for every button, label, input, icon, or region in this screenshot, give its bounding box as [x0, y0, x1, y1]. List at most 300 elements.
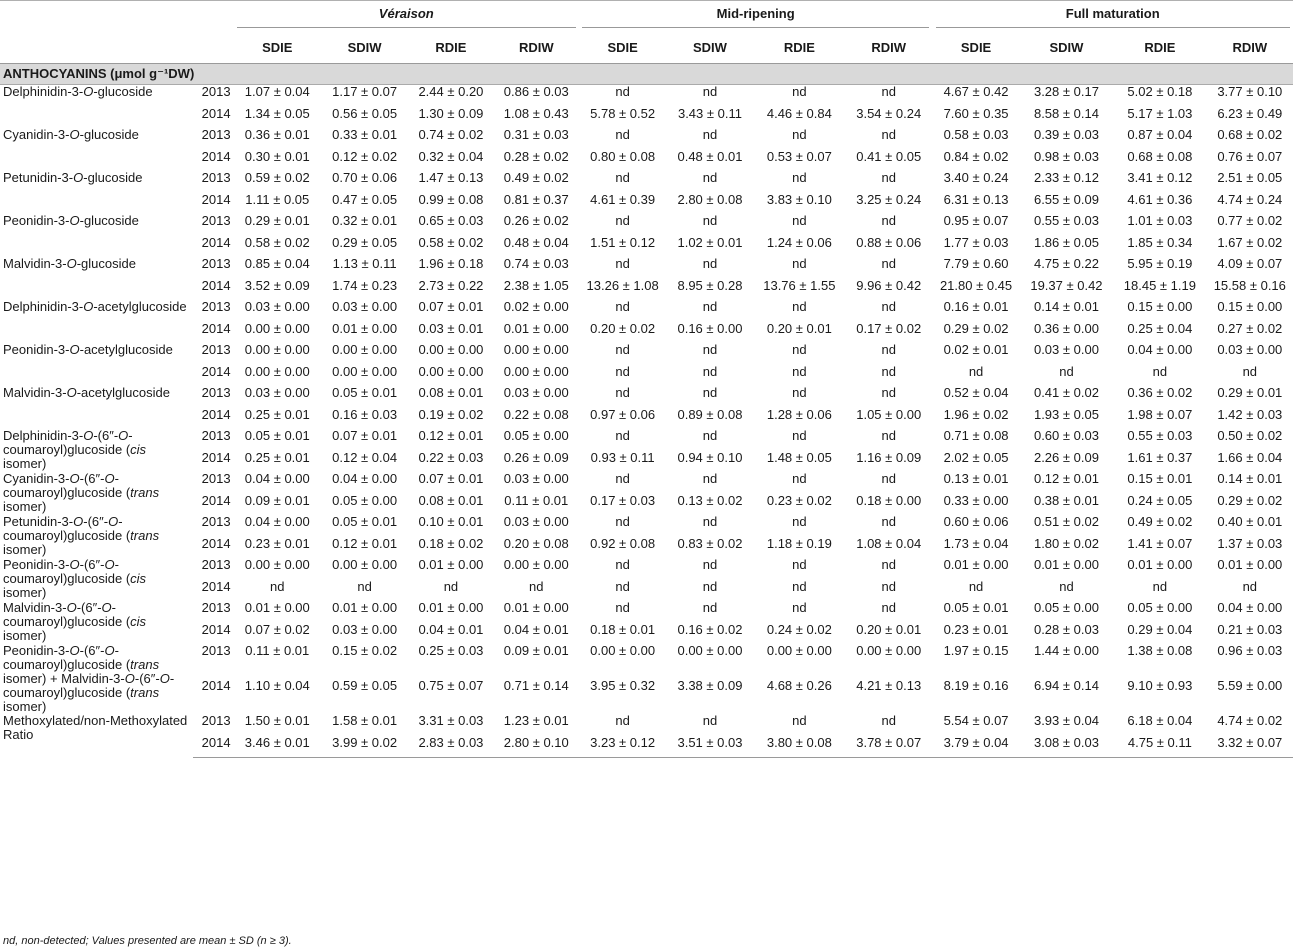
column-header: RDIW: [845, 33, 932, 64]
value-cell: 0.04 ± 0.01: [418, 621, 484, 637]
value-cell: 0.23 ± 0.01: [943, 621, 1009, 637]
year-cell: 2014: [193, 736, 234, 758]
value-cell: 0.01 ± 0.00: [503, 320, 569, 336]
table-row: [0, 128, 1293, 150]
value-cell: 0.36 ± 0.02: [1127, 385, 1193, 400]
value-cell: nd: [702, 256, 718, 271]
value-cell: 0.19 ± 0.02: [418, 406, 484, 422]
value-cell: 18.45 ± 1.19: [1123, 277, 1196, 293]
column-header: SDIE: [932, 33, 1019, 64]
year-cell: 2013: [201, 170, 231, 185]
table-row: [0, 386, 1293, 408]
value-cell: 6.94 ± 0.14: [1033, 678, 1099, 693]
value-cell: 9.96 ± 0.42: [856, 277, 922, 293]
value-cell: nd: [792, 514, 807, 529]
value-cell: 6.55 ± 0.09: [1033, 191, 1099, 207]
value-cell: 4.61 ± 0.36: [1127, 191, 1193, 207]
compound-name: Malvidin-3-O-(6″-O-coumaroyl)glucoside (cis isomer): [3, 600, 147, 643]
value-cell: nd: [702, 557, 718, 572]
value-cell: 1.11 ± 0.05: [245, 191, 310, 207]
value-cell: 0.88 ± 0.06: [856, 234, 922, 250]
value-cell: 4.67 ± 0.42: [943, 84, 1009, 99]
value-cell: 3.38 ± 0.09: [677, 678, 743, 693]
value-cell: nd: [792, 471, 807, 486]
value-cell: 3.99 ± 0.02: [321, 736, 408, 758]
value-cell: 0.13 ± 0.02: [677, 492, 743, 508]
year-cell: 2014: [201, 320, 231, 336]
value-cell: 0.00 ± 0.00: [503, 342, 569, 357]
value-cell: 0.29 ± 0.01: [244, 213, 310, 228]
value-cell: 0.47 ± 0.05: [332, 191, 398, 207]
value-cell: 0.05 ± 0.00: [1127, 600, 1193, 615]
value-cell: 0.80 ± 0.08: [590, 148, 656, 164]
value-cell: 3.28 ± 0.17: [1033, 84, 1099, 99]
value-cell: 0.01 ± 0.00: [1033, 557, 1099, 572]
value-cell: 0.32 ± 0.04: [418, 148, 484, 164]
table-row: [0, 150, 1293, 172]
table-row: [0, 193, 1293, 215]
value-cell: nd: [702, 600, 718, 615]
table-row: [0, 171, 1293, 193]
value-cell: nd: [1059, 363, 1074, 379]
value-cell: 0.00 ± 0.00: [856, 643, 922, 658]
value-cell: 1.97 ± 0.15: [943, 643, 1009, 658]
compound-name: Methoxylated/non-Methoxylated Ratio: [3, 713, 188, 742]
value-cell: 0.03 ± 0.00: [244, 385, 310, 400]
value-cell: 3.40 ± 0.24: [943, 170, 1009, 185]
value-cell: 0.02 ± 0.01: [943, 342, 1009, 357]
value-cell: nd: [968, 363, 984, 379]
value-cell: 0.95 ± 0.07: [943, 213, 1009, 228]
value-cell: 0.16 ± 0.00: [677, 320, 743, 336]
value-cell: 3.31 ± 0.03: [418, 713, 484, 728]
value-cell: 1.13 ± 0.11: [332, 256, 397, 271]
value-cell: 0.00 ± 0.00: [332, 557, 398, 572]
value-cell: 0.60 ± 0.06: [943, 514, 1009, 529]
value-cell: nd: [1242, 363, 1258, 379]
value-cell: 1.61 ± 0.37: [1127, 449, 1193, 465]
value-cell: nd: [1242, 578, 1258, 594]
value-cell: 0.49 ± 0.02: [1127, 514, 1193, 529]
value-cell: 1.41 ± 0.07: [1127, 535, 1193, 551]
value-cell: 0.83 ± 0.02: [677, 535, 743, 551]
compound-name: Delphinidin-3-O-acetylglucoside: [3, 299, 187, 314]
value-cell: 0.00 ± 0.00: [590, 643, 656, 658]
value-cell: 3.08 ± 0.03: [1020, 736, 1113, 758]
table-row: [0, 300, 1293, 322]
value-cell: 0.76 ± 0.07: [1217, 148, 1283, 164]
value-cell: 2.02 ± 0.05: [943, 449, 1009, 465]
value-cell: 0.01 ± 0.00: [418, 557, 484, 572]
value-cell: 0.55 ± 0.03: [1033, 213, 1099, 228]
value-cell: 0.17 ± 0.02: [856, 320, 922, 336]
value-cell: 0.00 ± 0.00: [766, 643, 832, 658]
value-cell: 0.23 ± 0.01: [244, 535, 310, 551]
value-cell: 0.01 ± 0.00: [332, 600, 398, 615]
value-cell: 0.20 ± 0.01: [766, 320, 832, 336]
value-cell: 0.29 ± 0.02: [1217, 492, 1283, 508]
value-cell: nd: [881, 213, 896, 228]
year-cell: 2013: [201, 299, 231, 314]
value-cell: 3.32 ± 0.07: [1207, 736, 1293, 758]
value-cell: 1.42 ± 0.03: [1217, 406, 1283, 422]
value-cell: 0.04 ± 0.00: [332, 471, 398, 486]
value-cell: 9.10 ± 0.93: [1127, 678, 1193, 693]
compound-name: Peonidin-3-O-glucoside: [3, 213, 139, 228]
value-cell: 2.51 ± 0.05: [1217, 170, 1283, 185]
year-cell: 2014: [201, 277, 231, 293]
value-cell: 0.71 ± 0.08: [943, 428, 1009, 443]
value-cell: 1.80 ± 0.02: [1033, 535, 1099, 551]
value-cell: nd: [702, 578, 718, 594]
table-row: [0, 580, 1293, 602]
value-cell: 8.19 ± 0.16: [943, 678, 1009, 693]
year-cell: 2014: [201, 578, 231, 594]
value-cell: nd: [881, 342, 896, 357]
table-row: [0, 365, 1293, 387]
value-cell: 0.28 ± 0.02: [503, 148, 569, 164]
table-row: [0, 279, 1293, 301]
value-cell: 0.36 ± 0.00: [1033, 320, 1099, 336]
value-cell: nd: [529, 578, 544, 594]
value-cell: 3.46 ± 0.01: [234, 736, 321, 758]
value-cell: nd: [881, 363, 896, 379]
value-cell: 0.04 ± 0.00: [244, 514, 310, 529]
value-cell: 1.85 ± 0.34: [1127, 234, 1193, 250]
value-cell: 0.58 ± 0.02: [418, 234, 484, 250]
year-cell: 2014: [201, 234, 231, 250]
value-cell: 0.60 ± 0.03: [1033, 428, 1099, 443]
value-cell: 1.30 ± 0.09: [418, 105, 484, 121]
value-cell: 0.99 ± 0.08: [418, 191, 484, 207]
table-row: [0, 472, 1293, 494]
value-cell: 1.96 ± 0.02: [943, 406, 1009, 422]
value-cell: nd: [881, 557, 896, 572]
table-row: [0, 679, 1293, 714]
value-cell: 0.00 ± 0.00: [244, 363, 310, 379]
value-cell: 0.98 ± 0.03: [1033, 148, 1099, 164]
compound-name: Peonidin-3-O-(6″-O-coumaroyl)glucoside (cis isomer): [3, 557, 147, 600]
value-cell: 3.95 ± 0.32: [590, 678, 656, 693]
value-cell: 0.92 ± 0.08: [590, 535, 656, 551]
value-cell: 0.39 ± 0.03: [1033, 127, 1099, 142]
compound-name: Petunidin-3-O-glucoside: [3, 170, 143, 185]
value-cell: 2.73 ± 0.22: [418, 277, 484, 293]
value-cell: 0.86 ± 0.03: [503, 84, 569, 99]
value-cell: 0.07 ± 0.01: [418, 471, 484, 486]
value-cell: 0.07 ± 0.01: [332, 428, 398, 443]
value-cell: 0.27 ± 0.02: [1217, 320, 1283, 336]
value-cell: nd: [881, 170, 896, 185]
value-cell: 0.30 ± 0.01: [244, 148, 310, 164]
value-cell: 21.80 ± 0.45: [939, 277, 1013, 293]
value-cell: 0.68 ± 0.02: [1217, 127, 1283, 142]
value-cell: 1.07 ± 0.04: [244, 84, 310, 99]
value-cell: 0.12 ± 0.01: [332, 535, 398, 551]
value-cell: 0.05 ± 0.00: [332, 492, 398, 508]
value-cell: 1.05 ± 0.00: [856, 406, 922, 422]
value-cell: 0.00 ± 0.00: [332, 342, 398, 357]
value-cell: nd: [702, 428, 718, 443]
column-header: RDIE: [1113, 33, 1206, 64]
value-cell: 1.98 ± 0.07: [1127, 406, 1193, 422]
value-cell: 0.01 ± 0.00: [1127, 557, 1193, 572]
value-cell: nd: [702, 385, 718, 400]
value-cell: 0.25 ± 0.03: [418, 643, 484, 658]
value-cell: 7.60 ± 0.35: [943, 105, 1009, 121]
value-cell: 0.01 ± 0.00: [943, 557, 1009, 572]
value-cell: 15.58 ± 0.16: [1213, 277, 1286, 293]
value-cell: 0.29 ± 0.02: [943, 320, 1009, 336]
value-cell: 1.51 ± 0.12: [590, 234, 656, 250]
value-cell: 0.52 ± 0.04: [943, 385, 1009, 400]
value-cell: nd: [881, 385, 896, 400]
year-cell: 2013: [201, 643, 231, 658]
group-mid-ripening: Mid-ripening: [579, 1, 932, 34]
column-header: RDIW: [1207, 33, 1293, 64]
value-cell: 1.66 ± 0.04: [1217, 449, 1283, 465]
value-cell: 1.08 ± 0.43: [503, 105, 569, 121]
value-cell: 0.29 ± 0.04: [1127, 621, 1193, 637]
year-cell: 2014: [201, 621, 231, 637]
value-cell: 0.05 ± 0.01: [332, 514, 398, 529]
value-cell: 0.85 ± 0.04: [244, 256, 310, 271]
value-cell: 0.14 ± 0.01: [1033, 299, 1099, 314]
group-full-maturation: Full maturation: [932, 1, 1293, 34]
value-cell: 0.08 ± 0.01: [418, 385, 484, 400]
compound-name: Delphinidin-3-O-glucoside: [3, 84, 153, 99]
value-cell: 0.12 ± 0.01: [1033, 471, 1099, 486]
value-cell: 4.61 ± 0.39: [590, 191, 656, 207]
year-cell: 2014: [201, 535, 231, 551]
value-cell: 0.68 ± 0.08: [1127, 148, 1193, 164]
value-cell: 0.15 ± 0.00: [1217, 299, 1283, 314]
value-cell: 4.75 ± 0.11: [1113, 736, 1206, 758]
value-cell: 0.03 ± 0.00: [1033, 342, 1099, 357]
value-cell: nd: [702, 170, 718, 185]
value-cell: nd: [615, 84, 630, 99]
value-cell: 4.46 ± 0.84: [766, 105, 832, 121]
value-cell: 0.13 ± 0.01: [943, 471, 1009, 486]
value-cell: nd: [357, 578, 372, 594]
year-cell: 2013: [201, 600, 231, 615]
value-cell: 3.41 ± 0.12: [1127, 170, 1193, 185]
value-cell: nd: [881, 256, 896, 271]
value-cell: 4.68 ± 0.26: [766, 678, 832, 693]
value-cell: 3.25 ± 0.24: [856, 191, 922, 207]
value-cell: nd: [792, 256, 807, 271]
value-cell: 1.34 ± 0.05: [244, 105, 310, 121]
value-cell: 0.04 ± 0.01: [503, 621, 569, 637]
year-cell: 2013: [201, 256, 231, 271]
value-cell: nd: [702, 127, 718, 142]
value-cell: 1.24 ± 0.06: [766, 234, 832, 250]
table-row: [0, 537, 1293, 559]
value-cell: 7.79 ± 0.60: [943, 256, 1009, 271]
group-header-row: [0, 1, 1293, 34]
value-cell: 0.07 ± 0.02: [244, 621, 310, 637]
value-cell: nd: [792, 363, 807, 379]
table-row: [0, 714, 1293, 736]
column-header: SDIW: [666, 33, 753, 64]
value-cell: 0.94 ± 0.10: [677, 449, 743, 465]
value-cell: 1.50 ± 0.01: [244, 713, 310, 728]
value-cell: nd: [702, 84, 718, 99]
value-cell: 0.00 ± 0.00: [244, 320, 310, 336]
value-cell: 0.09 ± 0.01: [503, 643, 569, 658]
value-cell: nd: [702, 299, 718, 314]
table-row: [0, 214, 1293, 236]
value-cell: nd: [792, 84, 807, 99]
value-cell: 0.70 ± 0.06: [332, 170, 398, 185]
value-cell: 0.03 ± 0.00: [244, 299, 310, 314]
value-cell: nd: [615, 385, 630, 400]
value-cell: 4.74 ± 0.24: [1217, 191, 1283, 207]
value-cell: 0.74 ± 0.02: [418, 127, 484, 142]
value-cell: 0.12 ± 0.01: [418, 428, 484, 443]
value-cell: 0.50 ± 0.02: [1217, 428, 1283, 443]
value-cell: 3.78 ± 0.07: [845, 736, 932, 758]
value-cell: 0.00 ± 0.00: [418, 363, 484, 379]
value-cell: 0.33 ± 0.01: [332, 127, 398, 142]
value-cell: nd: [615, 127, 630, 142]
value-cell: 6.18 ± 0.04: [1127, 713, 1193, 728]
table-row: [0, 558, 1293, 580]
value-cell: 0.03 ± 0.00: [503, 514, 569, 529]
value-cell: nd: [615, 363, 630, 379]
value-cell: 0.16 ± 0.03: [332, 406, 398, 422]
value-cell: 0.26 ± 0.09: [503, 449, 569, 465]
value-cell: 0.00 ± 0.00: [418, 342, 484, 357]
value-cell: 0.10 ± 0.01: [418, 514, 484, 529]
year-cell: 2014: [201, 148, 231, 164]
year-cell: 2013: [201, 471, 231, 486]
value-cell: 0.41 ± 0.02: [1033, 385, 1099, 400]
value-cell: nd: [792, 600, 807, 615]
group-veraison: Véraison: [234, 1, 579, 34]
value-cell: 1.02 ± 0.01: [677, 234, 743, 250]
value-cell: 0.28 ± 0.03: [1033, 621, 1099, 637]
value-cell: 5.02 ± 0.18: [1127, 84, 1193, 99]
year-cell: 2013: [201, 428, 231, 443]
value-cell: nd: [881, 471, 896, 486]
value-cell: nd: [881, 514, 896, 529]
value-cell: nd: [615, 514, 630, 529]
value-cell: 0.59 ± 0.02: [244, 170, 310, 185]
value-cell: nd: [792, 428, 807, 443]
value-cell: 4.21 ± 0.13: [856, 678, 922, 693]
value-cell: 0.20 ± 0.02: [590, 320, 656, 336]
value-cell: 0.15 ± 0.01: [1127, 471, 1193, 486]
value-cell: 1.38 ± 0.08: [1127, 643, 1193, 658]
value-cell: 0.33 ± 0.00: [943, 492, 1009, 508]
value-cell: 0.25 ± 0.04: [1127, 320, 1193, 336]
value-cell: nd: [615, 170, 630, 185]
value-cell: nd: [615, 557, 630, 572]
table-row: [0, 236, 1293, 258]
value-cell: 2.80 ± 0.10: [494, 736, 579, 758]
value-cell: nd: [702, 213, 718, 228]
value-cell: 1.74 ± 0.23: [332, 277, 398, 293]
footnote: nd, non-detected; Values presented are mean ± SD (n ≥ 3).: [3, 935, 292, 947]
compound-name: Malvidin-3-O-acetylglucoside: [3, 385, 170, 400]
value-cell: 4.75 ± 0.22: [1033, 256, 1099, 271]
value-cell: 3.43 ± 0.11: [677, 105, 742, 121]
value-cell: 0.93 ± 0.11: [590, 449, 655, 465]
year-cell: 2014: [201, 363, 231, 379]
value-cell: 0.05 ± 0.01: [943, 600, 1009, 615]
value-cell: 4.74 ± 0.02: [1217, 713, 1283, 728]
column-header: RDIW: [494, 33, 579, 64]
value-cell: 3.93 ± 0.04: [1033, 713, 1099, 728]
value-cell: 0.01 ± 0.00: [503, 600, 569, 615]
table-row: [0, 257, 1293, 279]
column-header: SDIW: [321, 33, 408, 64]
value-cell: 1.01 ± 0.03: [1127, 213, 1193, 228]
value-cell: 0.38 ± 0.01: [1033, 492, 1099, 508]
column-header: SDIE: [234, 33, 321, 64]
value-cell: 1.10 ± 0.04: [244, 678, 310, 693]
value-cell: 0.03 ± 0.00: [503, 471, 569, 486]
year-cell: 2013: [201, 514, 231, 529]
value-cell: 0.29 ± 0.01: [1217, 385, 1283, 400]
value-cell: 0.59 ± 0.05: [332, 678, 398, 693]
value-cell: 0.32 ± 0.01: [332, 213, 398, 228]
value-cell: nd: [702, 342, 718, 357]
value-cell: 0.58 ± 0.02: [244, 234, 310, 250]
value-cell: nd: [443, 578, 459, 594]
value-cell: nd: [968, 578, 984, 594]
value-cell: 5.95 ± 0.19: [1127, 256, 1193, 271]
value-cell: nd: [702, 471, 718, 486]
value-cell: 2.26 ± 0.09: [1033, 449, 1099, 465]
value-cell: 1.37 ± 0.03: [1217, 535, 1283, 551]
value-cell: 0.75 ± 0.07: [418, 678, 484, 693]
value-cell: nd: [1152, 578, 1168, 594]
value-cell: 3.23 ± 0.12: [579, 736, 666, 758]
value-cell: 1.77 ± 0.03: [943, 234, 1009, 250]
value-cell: 0.20 ± 0.08: [503, 535, 569, 551]
value-cell: 0.00 ± 0.00: [503, 363, 569, 379]
value-cell: 1.93 ± 0.05: [1033, 406, 1099, 422]
value-cell: 0.03 ± 0.00: [332, 621, 398, 637]
value-cell: nd: [792, 557, 807, 572]
value-cell: 3.52 ± 0.09: [244, 277, 310, 293]
value-cell: 0.53 ± 0.07: [766, 148, 832, 164]
value-cell: 1.67 ± 0.02: [1217, 234, 1283, 250]
value-cell: nd: [615, 342, 630, 357]
value-cell: 0.00 ± 0.00: [503, 557, 569, 572]
value-cell: 0.74 ± 0.03: [503, 256, 569, 271]
value-cell: 0.49 ± 0.02: [503, 170, 569, 185]
compound-name: Peonidin-3-O-(6″-O-coumaroyl)glucoside (trans isomer) + Malvidin-3-O-(6″-O-coumaroyl)glucoside (trans isomer): [3, 643, 175, 714]
value-cell: 0.16 ± 0.01: [943, 299, 1009, 314]
value-cell: 0.09 ± 0.01: [244, 492, 310, 508]
value-cell: 0.00 ± 0.00: [244, 557, 310, 572]
value-cell: 5.17 ± 1.03: [1127, 105, 1193, 121]
value-cell: 0.00 ± 0.00: [332, 363, 398, 379]
value-cell: 0.36 ± 0.01: [244, 127, 310, 142]
value-cell: 0.89 ± 0.08: [677, 406, 743, 422]
value-cell: nd: [615, 428, 630, 443]
value-cell: 0.03 ± 0.00: [1217, 342, 1283, 357]
value-cell: 0.24 ± 0.05: [1127, 492, 1193, 508]
value-cell: 0.96 ± 0.03: [1217, 643, 1283, 658]
value-cell: 1.96 ± 0.18: [418, 256, 484, 271]
value-cell: 1.17 ± 0.07: [332, 84, 398, 99]
value-cell: nd: [615, 471, 630, 486]
value-cell: 0.12 ± 0.04: [332, 449, 398, 465]
